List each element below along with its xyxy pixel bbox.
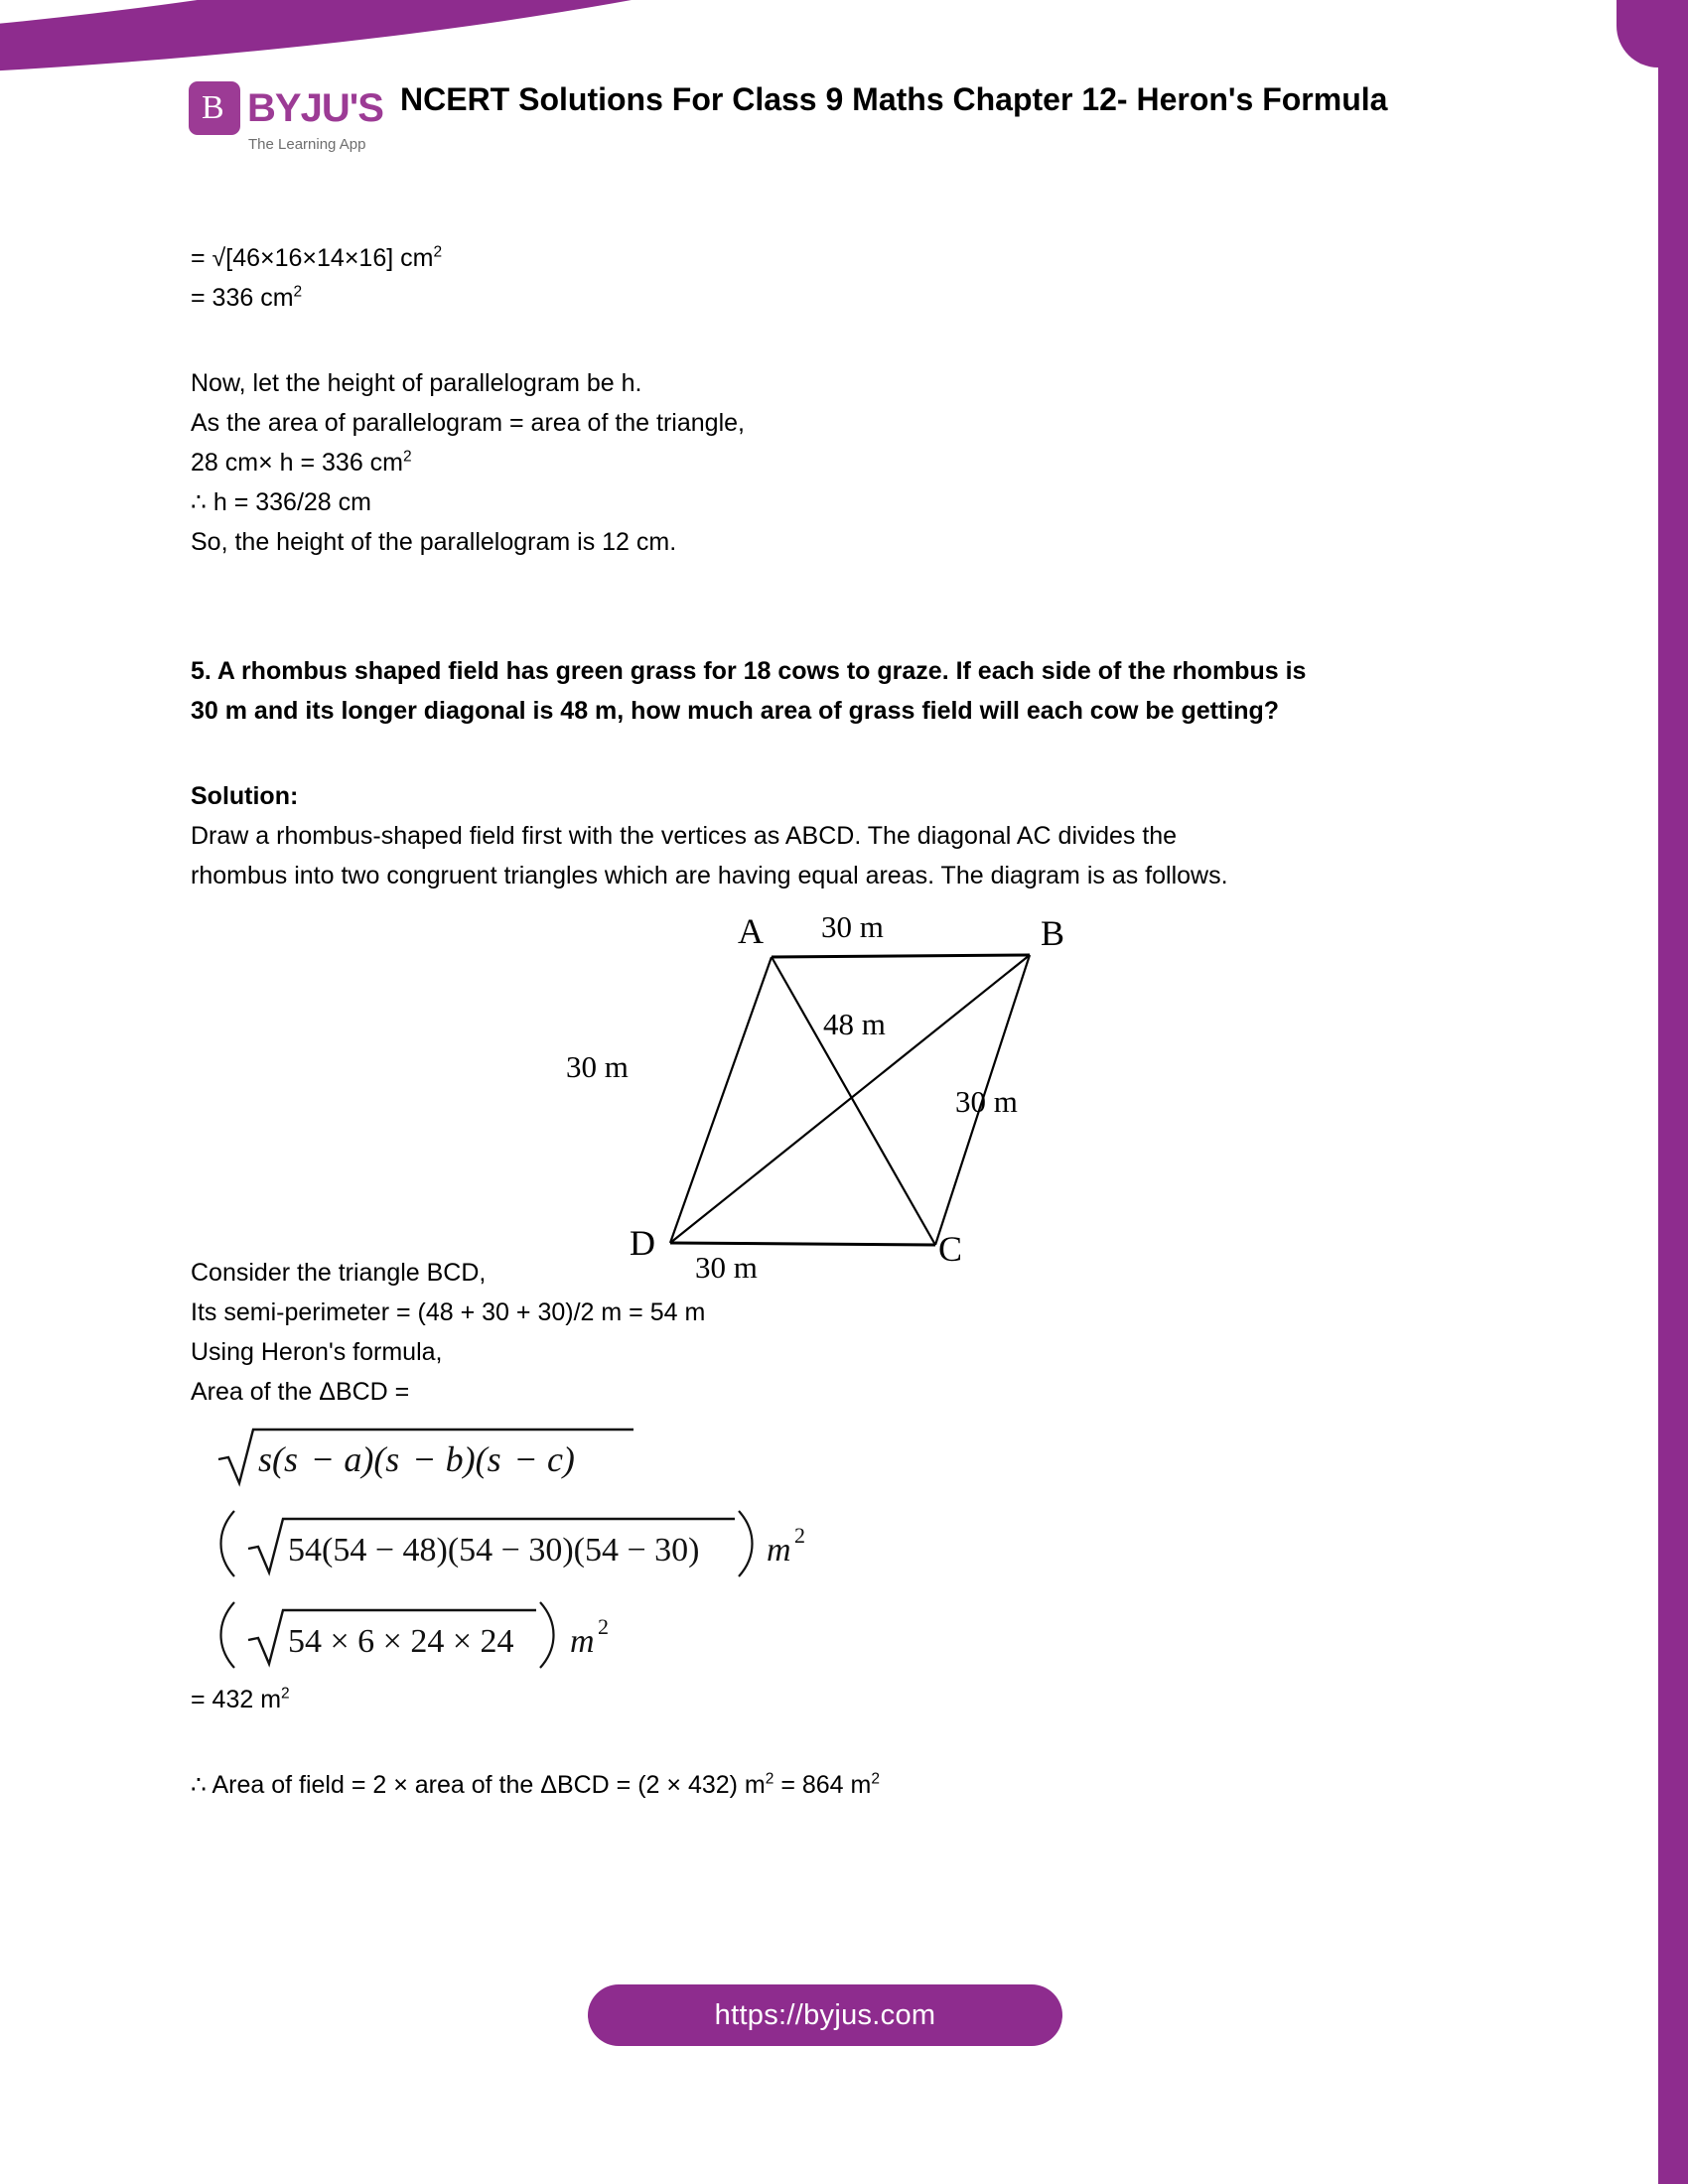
formula-heron-generic bbox=[212, 1420, 1501, 1491]
side-ab bbox=[772, 955, 1030, 957]
byjus-url-label: https://byjus.com bbox=[714, 1998, 936, 2031]
measure-right: 30 m bbox=[955, 1084, 1018, 1119]
equation-line-1-exponent: 2 bbox=[433, 243, 443, 261]
solution-line-1: Draw a rhombus-shaped field first with the vertices as ABCD. The diagonal AC divides the bbox=[191, 822, 1178, 850]
vertex-label-a: A bbox=[738, 911, 764, 951]
logo-tagline: The Learning App bbox=[248, 136, 366, 153]
equation-line-3-text: 28 cm× h = 336 cm bbox=[191, 449, 404, 477]
vertex-label-b: B bbox=[1041, 913, 1065, 953]
question-5-line-2: 30 m and its longer diagonal is 48 m, how much area of grass field will each cow be getting? bbox=[191, 697, 1280, 725]
formula-heron-generic-svg bbox=[212, 1420, 639, 1491]
equation-line-2-text: = 336 cm bbox=[191, 284, 294, 312]
formula-heron-generic-text: s(s − a)(s − b)(s − c) bbox=[258, 1439, 575, 1479]
formula-substituted-unit-exponent: 2 bbox=[794, 1523, 805, 1548]
result-area-of-field-text: ∴ Area of field = 2 × area of the ΔBCD = (2 × 432) m bbox=[191, 1771, 766, 1799]
solution-label: Solution: bbox=[191, 782, 299, 810]
area-bcd-label: Area of the ΔBCD = bbox=[191, 1378, 410, 1406]
result-area-of-field-tail: = 864 m bbox=[774, 1771, 872, 1799]
side-ad bbox=[670, 957, 772, 1243]
page-header bbox=[189, 77, 1539, 153]
decorative-purple-arc bbox=[0, 0, 1112, 84]
formula-simplified-text: 54 × 6 × 24 × 24 bbox=[288, 1623, 514, 1660]
formula-substituted-unit: m bbox=[767, 1532, 791, 1569]
equation-line-3-exponent: 2 bbox=[403, 448, 412, 466]
paren-open-left bbox=[221, 1511, 235, 1576]
solution-line-2: rhombus into two congruent triangles which are having equal areas. The diagram is as follows. bbox=[191, 862, 1228, 889]
measure-bottom: 30 m bbox=[695, 1250, 758, 1285]
equation-line-1 bbox=[191, 238, 1501, 278]
page-title: NCERT Solutions For Class 9 Maths Chapter 12- Heron's Formula bbox=[400, 81, 1388, 117]
document-body bbox=[191, 238, 1501, 1805]
spacer bbox=[191, 1719, 1501, 1765]
diagonal-ac bbox=[772, 957, 935, 1245]
paren-close-right bbox=[739, 1511, 753, 1576]
result-area-of-field bbox=[191, 1765, 1501, 1805]
measure-top: 30 m bbox=[821, 909, 884, 944]
equation-line-1-text: = √[46×16×14×16] cm bbox=[191, 244, 434, 272]
consider-triangle-line: Consider the triangle BCD, bbox=[191, 1259, 487, 1287]
using-herons-formula-line: Using Heron's formula, bbox=[191, 1338, 443, 1366]
vertex-label-d: D bbox=[630, 1223, 655, 1263]
paragraph-height-result: So, the height of the parallelogram is 12 cm. bbox=[191, 528, 677, 556]
paragraph-height-intro: Now, let the height of parallelogram be h. bbox=[191, 369, 642, 397]
equation-line-3 bbox=[191, 443, 1501, 482]
decorative-right-bar bbox=[1658, 0, 1688, 2184]
equation-line-4: ∴ h = 336/28 cm bbox=[191, 488, 371, 516]
result-area-exponent-1: 2 bbox=[765, 1770, 774, 1788]
formula-simplified bbox=[212, 1592, 1501, 1676]
formula-substituted bbox=[212, 1499, 1501, 1584]
semi-perimeter-line: Its semi-perimeter = (48 + 30 + 30)/2 m = 54 m bbox=[191, 1298, 706, 1326]
byjus-logo-icon bbox=[189, 81, 240, 135]
formula-simplified-svg bbox=[212, 1592, 689, 1676]
result-area-exponent-2: 2 bbox=[871, 1770, 880, 1788]
byjus-logo bbox=[189, 77, 392, 153]
formula-simplified-unit-exponent: 2 bbox=[598, 1614, 609, 1639]
question-5-line-1: 5. A rhombus shaped field has green grass for 18 cows to graze. If each side of the rhombus is bbox=[191, 657, 1307, 685]
result-432 bbox=[191, 1680, 1501, 1719]
equation-line-2-exponent: 2 bbox=[293, 283, 303, 301]
spacer bbox=[191, 731, 1501, 776]
equation-line-2 bbox=[191, 278, 1501, 318]
formula-substituted-text: 54(54 − 48)(54 − 30)(54 − 30) bbox=[288, 1532, 700, 1569]
spacer bbox=[191, 562, 1501, 633]
paren-close-right bbox=[540, 1602, 554, 1668]
side-dc bbox=[670, 1243, 935, 1245]
measure-diagonal: 48 m bbox=[823, 1007, 886, 1041]
paren-open-left bbox=[221, 1602, 235, 1668]
measure-left: 30 m bbox=[566, 1049, 629, 1084]
paragraph-area-equality: As the area of parallelogram = area of the triangle, bbox=[191, 409, 745, 437]
vertex-label-c: C bbox=[938, 1229, 963, 1269]
logo-wordmark: BYJU'S bbox=[247, 86, 383, 130]
logo-letter: B bbox=[202, 89, 224, 126]
spacer bbox=[191, 633, 1501, 651]
byjus-url-button[interactable] bbox=[588, 1984, 1062, 2046]
logo-row bbox=[189, 81, 392, 135]
formula-substituted-svg bbox=[212, 1499, 828, 1584]
decorative-right-notch bbox=[1617, 0, 1658, 68]
formula-simplified-unit: m bbox=[570, 1623, 595, 1660]
result-432-exponent: 2 bbox=[281, 1685, 290, 1703]
spacer bbox=[191, 318, 1501, 363]
result-432-text: = 432 m bbox=[191, 1686, 282, 1713]
